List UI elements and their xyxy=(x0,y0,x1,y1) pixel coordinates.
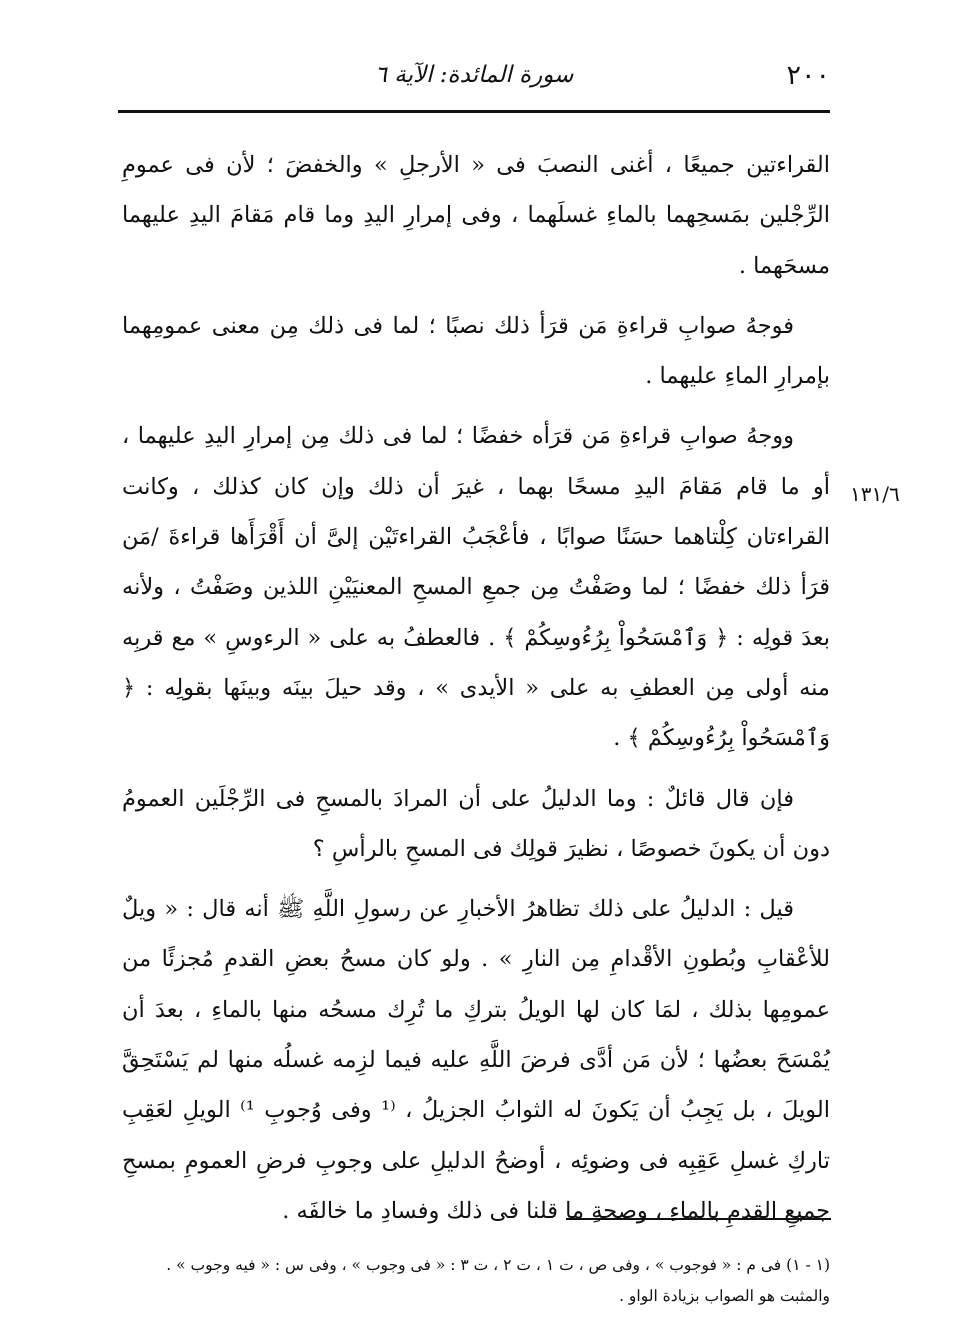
footnote-line: والمثبت هو الصواب بزيادة الواو . xyxy=(619,1287,830,1305)
running-title: سورة المائدة: الآية ٦ xyxy=(374,62,574,88)
page-header xyxy=(118,56,830,100)
paragraph: فإن قال قائلٌ : وما الدليلُ على أن المرادَ بالمسحِ فى الرِّجْلَين العمومُ دون أن يكونَ خصوصًا ، نظيرَ قولِك فى المسحِ بالرأسِ ؟ xyxy=(122,785,830,862)
paragraph: قيل : الدليلُ على ذلك تظاهرُ الأخبارِ عن رسولِ اللَّهِ ﷺ أنه قال : « ويلٌ للأعْقابِ وبُطونِ الأقْدامِ مِن النارِ » . ولو كان مسحُ بعضِ القدمِ مُجزئًا من عمومِها بذلك ، لمَا كان لها الويلُ بتركِ ما تُرِك مسحُه منها بالماءِ ، بعدَ أن يُمْسَحَ بعضُها ؛ لأن مَن أدَّى فرضَ اللَّهِ عليه فيما لزِمه غسلُه منها لم يَسْتَحِقَّ الويلَ ، بل يَجِبُ أن يَكونَ له الثوابُ الجزيلُ ، ⁽¹ وفى وُجوبِ ¹⁾ الويلِ لعَقِبِ تاركِ غسلِ عَقِبِه فى وضوئِه ، أوضحُ الدليلِ على وجوبِ فرضِ العمومِ بمسحِ جميعِ القدمِ بالماءِ ، وصحةِ ما قلنا فى ذلك وفسادِ ما خالفَه . xyxy=(122,896,830,1224)
footnote xyxy=(122,1250,830,1312)
header-rule xyxy=(118,110,830,113)
footnote-line: (١ - ١) فى م : « فوجوب » ، وفى ص ، ت ١ ، ت ٢ ، ت ٣ : « فى وجوب » ، وفى س : « فيه وجوب » . xyxy=(166,1256,830,1274)
body-text xyxy=(122,140,830,1246)
footnote-rule xyxy=(566,1218,831,1220)
margin-marker: ١٣١/٦ xyxy=(850,482,900,506)
page-number: ٢٠٠ xyxy=(786,60,830,91)
paragraph: فوجهُ صوابِ قراءةِ مَن قرَأ ذلك نصبًا ؛ لما فى ذلك مِن معنى عمومِهما بإمرارِ الماءِ عليهما . xyxy=(122,312,830,390)
paragraph: القراءتين جميعًا ، أغنى النصبَ فى « الأرجلِ » والخفضَ ؛ لأن فى عمومِ الرِّجْلين بمَسحِهما بالماءِ غسلَهما ، وفى إمرارِ اليدِ وما قام مَقامَ اليدِ عليهما مسحَهما . xyxy=(122,152,830,279)
paragraph: ووجهُ صوابِ قراءةِ مَن قرَأه خفضًا ؛ لما فى ذلك مِن إمرارِ اليدِ عليهما ، أو ما قام مَقامَ اليدِ مسحًا بهما ، غيرَ أن ذلك وإن كان كذلك ، وكانت القراءتان كِلْتاهما حسَنًا صوابًا ، فأعْجَبُ القراءتَيْن إلىَّ أن أَقْرَأَها قراءةَ /مَن قرَأ ذلك خفضًا ؛ لما وصَفْتُ مِن جمعِ المسحِ المعنيَيْنِ اللذين وصَفْتُ ، ولأنه بعدَ قولِه : ﴿ وَٱمْسَحُواْ بِرُءُوسِكُمْ ﴾ . فالعطفُ به على « الرءوسِ » مع قربِه منه أولى مِن العطفِ به على « الأيدى » ، وقد حيلَ بينَه وبينَها بقولِه : ﴿ وَٱمْسَحُواْ بِرُءُوسِكُمْ ﴾ . xyxy=(122,423,830,752)
